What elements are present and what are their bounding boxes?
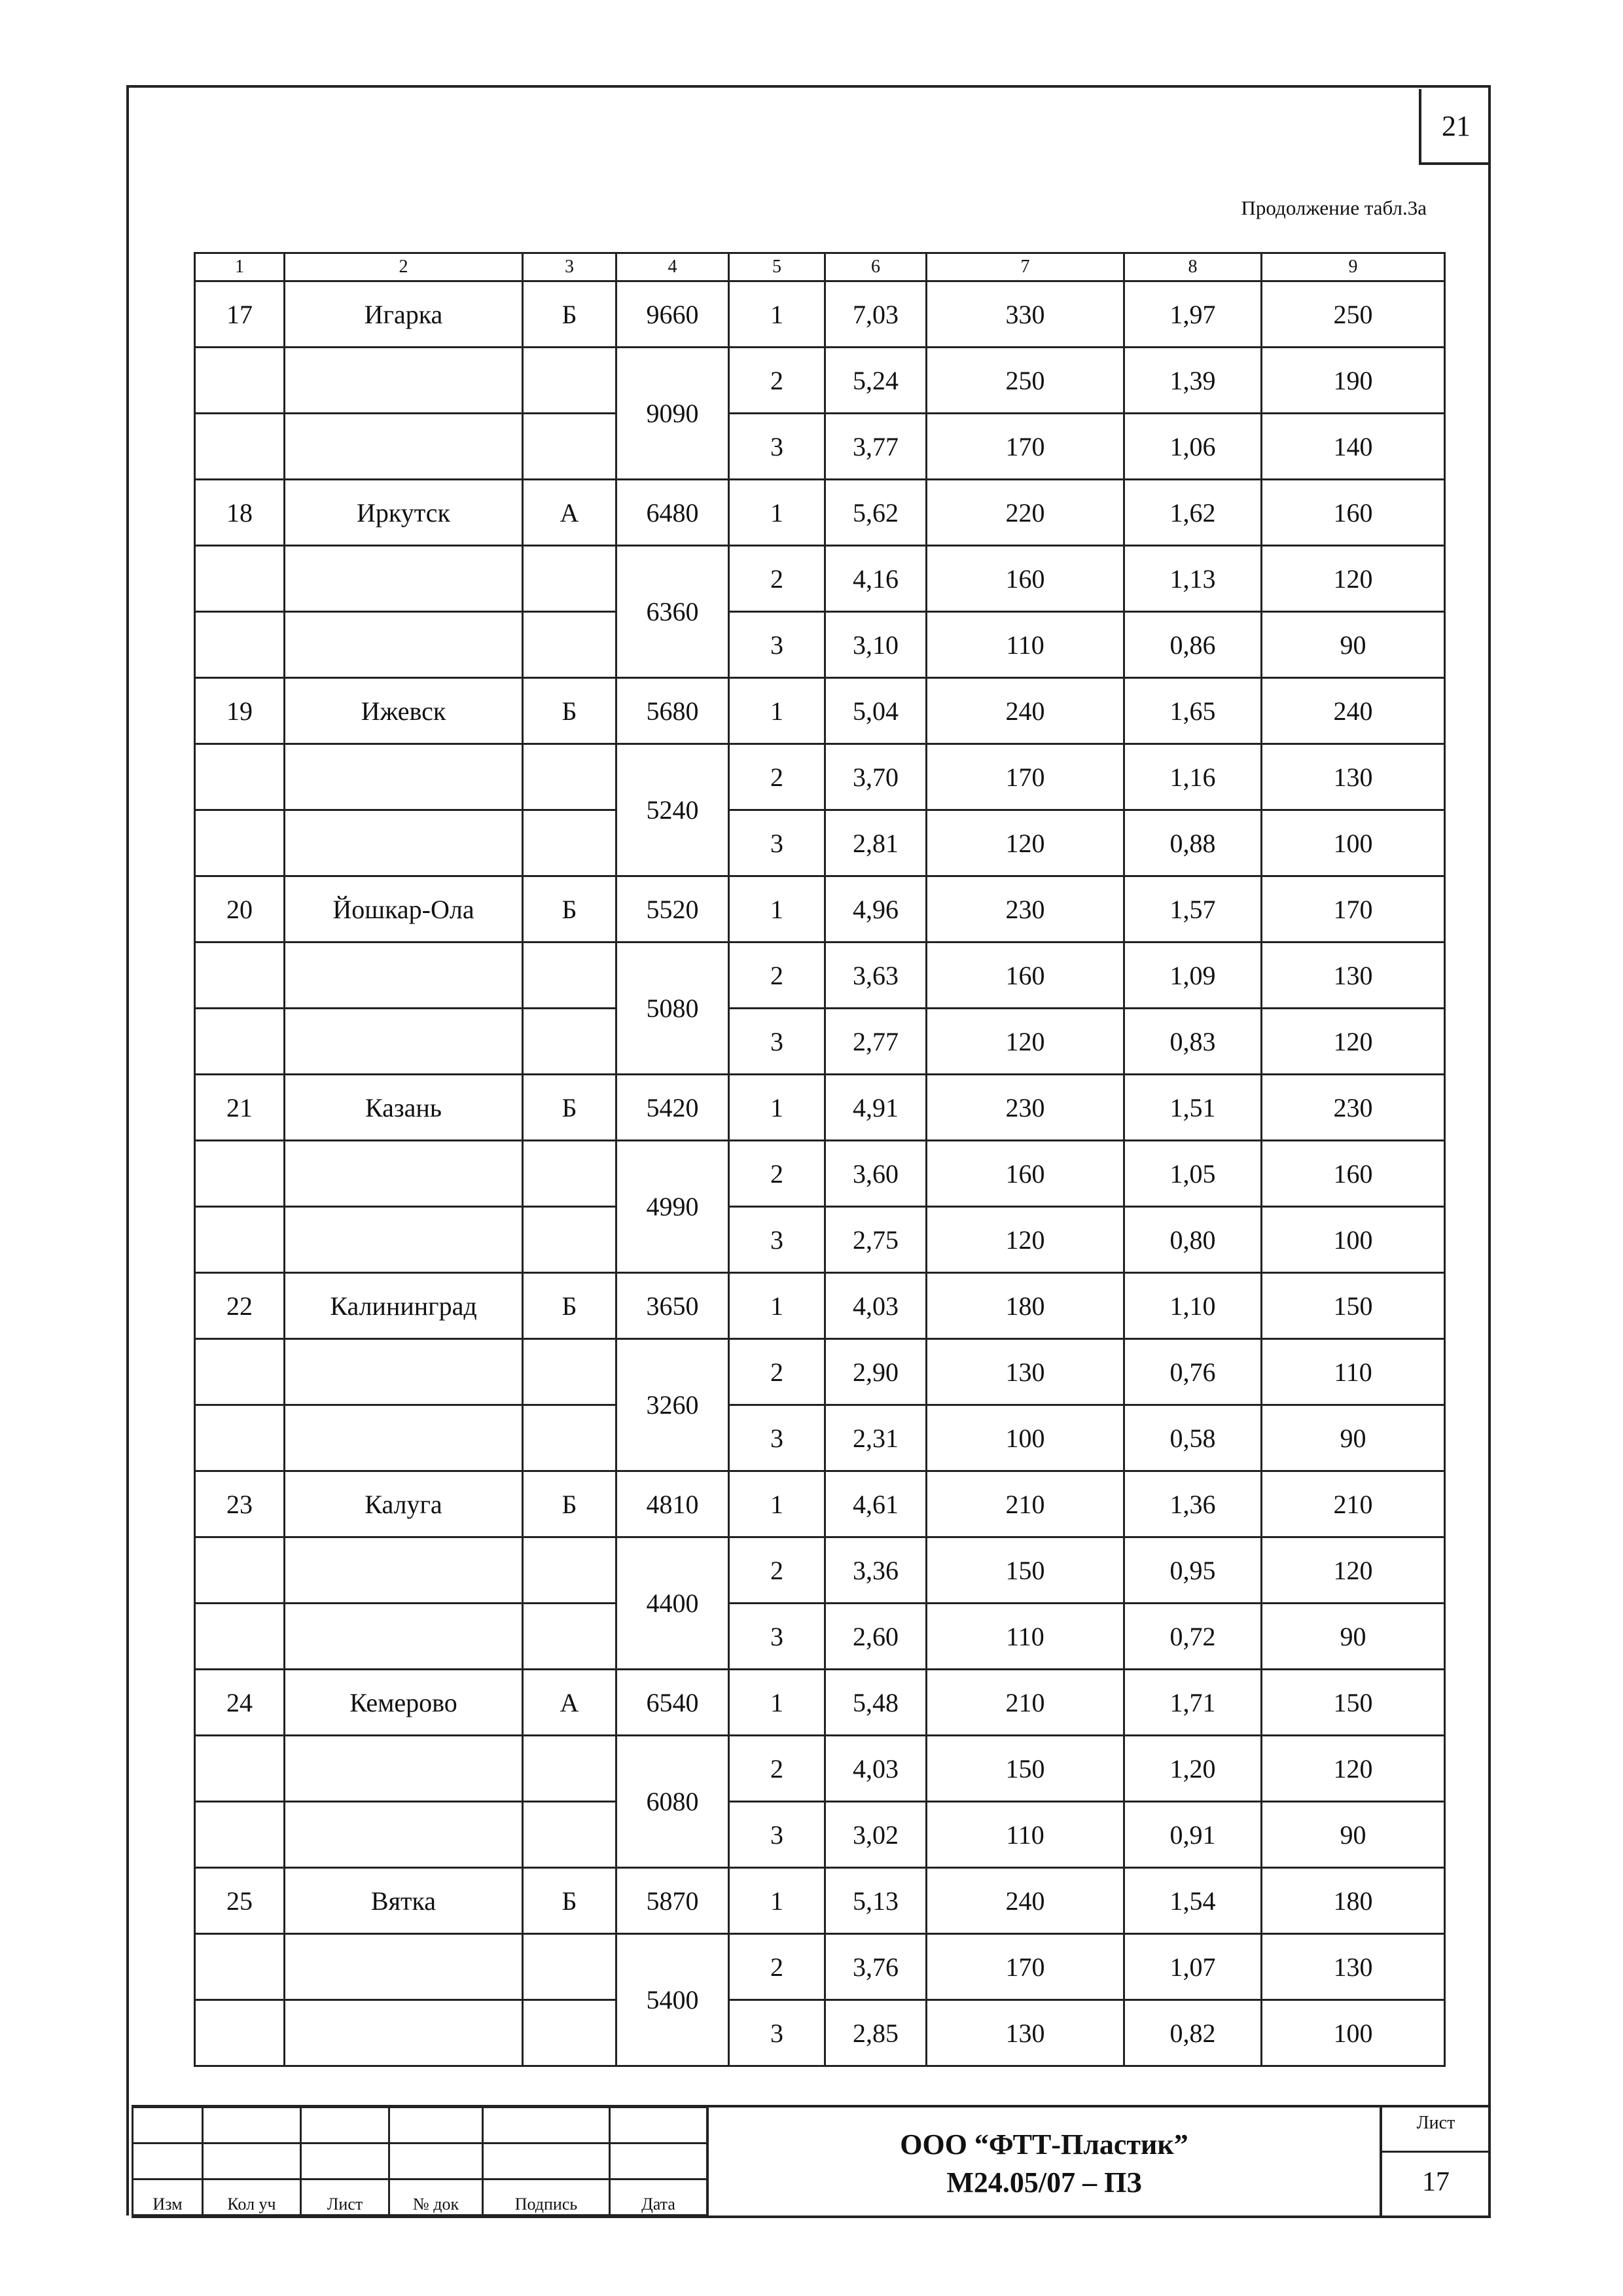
- cell-col9: 100: [1262, 2000, 1445, 2066]
- table-row: [195, 1075, 1445, 1141]
- cell-col6: 2,77: [825, 1009, 927, 1075]
- cell-col7: 210: [927, 1670, 1124, 1736]
- cell-col4: 5870: [616, 1868, 729, 1934]
- cell-col4: 4810: [616, 1471, 729, 1537]
- cell-city-empty: [285, 546, 523, 612]
- cell-col8: 1,16: [1124, 744, 1262, 810]
- cell-col4: 4990: [616, 1141, 729, 1273]
- cell-col7: 160: [927, 546, 1124, 612]
- cell-zone-empty: [523, 1405, 616, 1471]
- stamp-col-date: Дата: [610, 2179, 707, 2215]
- cell-col7: 120: [927, 1009, 1124, 1075]
- cell-zone-empty: [523, 1537, 616, 1604]
- cell-zone-empty: [523, 348, 616, 414]
- cell-col9: 180: [1262, 1868, 1445, 1934]
- table-row: [195, 942, 1445, 1009]
- cell-col5: 3: [729, 1802, 825, 1868]
- cell-col8: 1,57: [1124, 876, 1262, 942]
- header-cell: 7: [927, 253, 1124, 281]
- cell-col7: 250: [927, 348, 1124, 414]
- cell-col4: 9660: [616, 281, 729, 348]
- cell-col4: 6080: [616, 1736, 729, 1868]
- cell-number-empty: [195, 744, 285, 810]
- cell-col8: 1,51: [1124, 1075, 1262, 1141]
- cell-col8: 1,36: [1124, 1471, 1262, 1537]
- cell-col8: 1,07: [1124, 1934, 1262, 2000]
- cell-col4: 3260: [616, 1339, 729, 1471]
- cell-city-empty: [285, 1207, 523, 1273]
- cell-zone: Б: [523, 1075, 616, 1141]
- table-row: [195, 281, 1445, 348]
- cell-col7: 240: [927, 1868, 1124, 1934]
- cell-col9: 230: [1262, 1075, 1445, 1141]
- cell-city-empty: [285, 1537, 523, 1604]
- cell-col8: 1,06: [1124, 414, 1262, 480]
- cell-number-empty: [195, 810, 285, 876]
- cell-col5: 3: [729, 414, 825, 480]
- cell-number-empty: [195, 1934, 285, 2000]
- cell-number-empty: [195, 612, 285, 678]
- cell-col6: 3,63: [825, 942, 927, 1009]
- table-row: [195, 1670, 1445, 1736]
- cell-zone: А: [523, 1670, 616, 1736]
- table-row: [195, 810, 1445, 876]
- cell-col7: 170: [927, 414, 1124, 480]
- cell-col8: 1,09: [1124, 942, 1262, 1009]
- header-cell: 1: [195, 253, 285, 281]
- cell-zone: Б: [523, 876, 616, 942]
- cell-city-empty: [285, 1009, 523, 1075]
- cell-col8: 1,10: [1124, 1273, 1262, 1339]
- cell-number-empty: [195, 1537, 285, 1604]
- cell-zone-empty: [523, 942, 616, 1009]
- cell-col7: 130: [927, 1339, 1124, 1405]
- header-cell: 6: [825, 253, 927, 281]
- cell-col6: 2,81: [825, 810, 927, 876]
- cell-col5: 1: [729, 1670, 825, 1736]
- cell-col7: 210: [927, 1471, 1124, 1537]
- cell-col5: 1: [729, 1075, 825, 1141]
- cell-city: Калининград: [285, 1273, 523, 1339]
- cell-col8: 0,86: [1124, 612, 1262, 678]
- cell-col8: 1,13: [1124, 546, 1262, 612]
- cell-col9: 90: [1262, 612, 1445, 678]
- cell-col8: 0,82: [1124, 2000, 1262, 2066]
- cell-col9: 160: [1262, 1141, 1445, 1207]
- cell-col7: 110: [927, 612, 1124, 678]
- cell-col9: 100: [1262, 810, 1445, 876]
- cell-city-empty: [285, 1604, 523, 1670]
- table-row: [195, 1537, 1445, 1604]
- cell-city: Иркутск: [285, 480, 523, 546]
- cell-col7: 160: [927, 1141, 1124, 1207]
- cell-col5: 1: [729, 281, 825, 348]
- table-row: [195, 678, 1445, 744]
- cell-number: 23: [195, 1471, 285, 1537]
- cell-col6: 2,60: [825, 1604, 927, 1670]
- cell-number: 17: [195, 281, 285, 348]
- table-row: [195, 1207, 1445, 1273]
- cell-number: 20: [195, 876, 285, 942]
- header-cell: 9: [1262, 253, 1445, 281]
- table-row: [195, 1802, 1445, 1868]
- cell-zone-empty: [523, 414, 616, 480]
- table-row: [195, 546, 1445, 612]
- cell-city: Йошкар-Ола: [285, 876, 523, 942]
- cell-col8: 1,20: [1124, 1736, 1262, 1802]
- cell-city: Игарка: [285, 281, 523, 348]
- cell-number: 24: [195, 1670, 285, 1736]
- cell-col6: 4,61: [825, 1471, 927, 1537]
- cell-col6: 3,77: [825, 414, 927, 480]
- cell-col8: 0,80: [1124, 1207, 1262, 1273]
- cell-col5: 3: [729, 1405, 825, 1471]
- cell-col6: 5,04: [825, 678, 927, 744]
- cell-col9: 170: [1262, 876, 1445, 942]
- table-row: [195, 1868, 1445, 1934]
- cell-col6: 4,03: [825, 1273, 927, 1339]
- document-code: М24.05/07 – ПЗ: [946, 2166, 1142, 2198]
- table-row: [195, 2000, 1445, 2066]
- table-row: [195, 1405, 1445, 1471]
- stamp-col-doc: № док: [389, 2179, 483, 2215]
- cell-col4: 5240: [616, 744, 729, 876]
- table-row: [195, 1736, 1445, 1802]
- cell-city-empty: [285, 1141, 523, 1207]
- cell-col9: 110: [1262, 1339, 1445, 1405]
- cell-zone-empty: [523, 1604, 616, 1670]
- cell-col8: 1,54: [1124, 1868, 1262, 1934]
- company-block: [709, 2126, 1380, 2202]
- cell-city: Вятка: [285, 1868, 523, 1934]
- cell-zone-empty: [523, 744, 616, 810]
- stamp-col-kol-uch: Кол уч: [203, 2179, 301, 2215]
- cell-col7: 160: [927, 942, 1124, 1009]
- cell-city-empty: [285, 1802, 523, 1868]
- cell-col5: 2: [729, 1934, 825, 2000]
- cell-col7: 120: [927, 810, 1124, 876]
- table-row: [195, 348, 1445, 414]
- page-number: 21: [1419, 89, 1491, 165]
- cell-col8: 0,88: [1124, 810, 1262, 876]
- cell-col9: 160: [1262, 480, 1445, 546]
- cell-city-empty: [285, 744, 523, 810]
- cell-col6: 3,60: [825, 1141, 927, 1207]
- cell-number-empty: [195, 1207, 285, 1273]
- cell-zone-empty: [523, 810, 616, 876]
- cell-col8: 1,71: [1124, 1670, 1262, 1736]
- cell-col5: 1: [729, 1273, 825, 1339]
- cell-col5: 1: [729, 678, 825, 744]
- cell-col8: 0,91: [1124, 1802, 1262, 1868]
- cell-col7: 130: [927, 2000, 1124, 2066]
- cell-zone-empty: [523, 1141, 616, 1207]
- cell-number-empty: [195, 1339, 285, 1405]
- cell-col6: 4,16: [825, 546, 927, 612]
- cell-col9: 240: [1262, 678, 1445, 744]
- cell-number-empty: [195, 2000, 285, 2066]
- cell-number: 21: [195, 1075, 285, 1141]
- cell-col5: 3: [729, 1207, 825, 1273]
- table-row: [195, 1141, 1445, 1207]
- cell-zone: Б: [523, 1273, 616, 1339]
- cell-col4: 5400: [616, 1934, 729, 2066]
- sheet-label: Лист: [1416, 2113, 1455, 2133]
- cell-col4: 4400: [616, 1537, 729, 1670]
- cell-zone-empty: [523, 546, 616, 612]
- header-cell: 2: [285, 253, 523, 281]
- cell-city-empty: [285, 2000, 523, 2066]
- cell-col8: 1,65: [1124, 678, 1262, 744]
- header-cell: 5: [729, 253, 825, 281]
- cell-col5: 2: [729, 546, 825, 612]
- cell-number-empty: [195, 1802, 285, 1868]
- cell-zone-empty: [523, 1009, 616, 1075]
- cell-col9: 190: [1262, 348, 1445, 414]
- table-header-row: [195, 253, 1445, 281]
- cell-zone: Б: [523, 678, 616, 744]
- company-name: ООО “ФТТ-Пластик”: [900, 2128, 1188, 2161]
- cell-col7: 170: [927, 1934, 1124, 2000]
- cell-col7: 150: [927, 1537, 1124, 1604]
- cell-col5: 2: [729, 1537, 825, 1604]
- cell-col4: 9090: [616, 348, 729, 480]
- cell-col8: 1,05: [1124, 1141, 1262, 1207]
- table-row: [195, 876, 1445, 942]
- cell-col9: 130: [1262, 942, 1445, 1009]
- cell-zone-empty: [523, 1207, 616, 1273]
- cell-city-empty: [285, 348, 523, 414]
- cell-col6: 2,31: [825, 1405, 927, 1471]
- cell-zone: Б: [523, 281, 616, 348]
- cell-col4: 6360: [616, 546, 729, 678]
- cell-number: 25: [195, 1868, 285, 1934]
- cell-zone-empty: [523, 1802, 616, 1868]
- cell-col7: 110: [927, 1604, 1124, 1670]
- cell-number: 19: [195, 678, 285, 744]
- cell-col8: 1,62: [1124, 480, 1262, 546]
- cell-col7: 100: [927, 1405, 1124, 1471]
- cell-col7: 220: [927, 480, 1124, 546]
- cell-col6: 3,02: [825, 1802, 927, 1868]
- cell-col6: 3,36: [825, 1537, 927, 1604]
- cell-col6: 4,03: [825, 1736, 927, 1802]
- cell-col6: 3,76: [825, 1934, 927, 2000]
- cell-col6: 5,24: [825, 348, 927, 414]
- cell-col5: 3: [729, 1009, 825, 1075]
- cell-number-empty: [195, 1405, 285, 1471]
- cell-city-empty: [285, 1934, 523, 2000]
- stamp-col-signature: Подпись: [483, 2179, 610, 2215]
- table-row: [195, 1273, 1445, 1339]
- header-cell: 8: [1124, 253, 1262, 281]
- cell-col7: 120: [927, 1207, 1124, 1273]
- continuation-label: Продолжение табл.3а: [1241, 196, 1427, 219]
- cell-zone: А: [523, 480, 616, 546]
- cell-col8: 0,76: [1124, 1339, 1262, 1405]
- cell-col5: 2: [729, 1339, 825, 1405]
- cell-col5: 3: [729, 2000, 825, 2066]
- cell-col7: 170: [927, 744, 1124, 810]
- cell-col7: 150: [927, 1736, 1124, 1802]
- cell-city-empty: [285, 1736, 523, 1802]
- cell-number-empty: [195, 1604, 285, 1670]
- cell-col9: 140: [1262, 414, 1445, 480]
- cell-col5: 2: [729, 348, 825, 414]
- cell-col4: 3650: [616, 1273, 729, 1339]
- cell-col5: 2: [729, 1736, 825, 1802]
- cell-col5: 1: [729, 1471, 825, 1537]
- cell-col7: 110: [927, 1802, 1124, 1868]
- table-row: [195, 744, 1445, 810]
- cell-col5: 2: [729, 942, 825, 1009]
- cell-col6: 5,13: [825, 1868, 927, 1934]
- cell-col6: 5,62: [825, 480, 927, 546]
- cell-col5: 3: [729, 1604, 825, 1670]
- cell-col7: 230: [927, 1075, 1124, 1141]
- cell-col8: 1,97: [1124, 281, 1262, 348]
- cell-city: Казань: [285, 1075, 523, 1141]
- cell-col9: 100: [1262, 1207, 1445, 1273]
- table-row: [195, 1934, 1445, 2000]
- cell-col9: 150: [1262, 1273, 1445, 1339]
- cell-col6: 4,91: [825, 1075, 927, 1141]
- cell-col5: 1: [729, 480, 825, 546]
- header-cell: 4: [616, 253, 729, 281]
- cell-col9: 130: [1262, 1934, 1445, 2000]
- cell-col8: 0,83: [1124, 1009, 1262, 1075]
- stamp-separator: [1380, 2151, 1491, 2153]
- table-row: [195, 1604, 1445, 1670]
- cell-col7: 230: [927, 876, 1124, 942]
- cell-col6: 3,70: [825, 744, 927, 810]
- cell-number-empty: [195, 546, 285, 612]
- cell-col6: 5,48: [825, 1670, 927, 1736]
- cell-city: Кемерово: [285, 1670, 523, 1736]
- cell-col8: 0,95: [1124, 1537, 1262, 1604]
- cell-col9: 120: [1262, 1736, 1445, 1802]
- stamp-col-list: Лист: [301, 2179, 389, 2215]
- cell-col7: 240: [927, 678, 1124, 744]
- cell-number: 22: [195, 1273, 285, 1339]
- cell-col8: 0,58: [1124, 1405, 1262, 1471]
- cell-city-empty: [285, 1405, 523, 1471]
- cell-col5: 1: [729, 876, 825, 942]
- cell-col5: 3: [729, 612, 825, 678]
- cell-col9: 250: [1262, 281, 1445, 348]
- cell-col4: 6480: [616, 480, 729, 546]
- cell-zone: Б: [523, 1868, 616, 1934]
- stamp-col-izm: Изм: [133, 2179, 203, 2215]
- cell-col9: 130: [1262, 744, 1445, 810]
- cell-col7: 330: [927, 281, 1124, 348]
- cell-city-empty: [285, 1339, 523, 1405]
- cell-city-empty: [285, 810, 523, 876]
- cell-number-empty: [195, 414, 285, 480]
- cell-col5: 1: [729, 1868, 825, 1934]
- cell-col4: 5520: [616, 876, 729, 942]
- cell-col7: 180: [927, 1273, 1124, 1339]
- cell-col4: 5420: [616, 1075, 729, 1141]
- table-row: [195, 1009, 1445, 1075]
- cell-col5: 2: [729, 1141, 825, 1207]
- cell-col4: 6540: [616, 1670, 729, 1736]
- cell-col5: 2: [729, 744, 825, 810]
- cell-city-empty: [285, 414, 523, 480]
- cell-col9: 90: [1262, 1802, 1445, 1868]
- cell-city: Ижевск: [285, 678, 523, 744]
- cell-col4: 5080: [616, 942, 729, 1075]
- cell-col9: 210: [1262, 1471, 1445, 1537]
- cell-col9: 90: [1262, 1604, 1445, 1670]
- cell-col9: 120: [1262, 1009, 1445, 1075]
- table-row: [195, 414, 1445, 480]
- cell-col6: 4,96: [825, 876, 927, 942]
- sheet-number: 17: [1422, 2167, 1450, 2197]
- cell-zone-empty: [523, 1934, 616, 2000]
- data-table: [194, 252, 1446, 2067]
- cell-col6: 2,90: [825, 1339, 927, 1405]
- cell-number-empty: [195, 1141, 285, 1207]
- cell-zone-empty: [523, 1736, 616, 1802]
- cell-number-empty: [195, 942, 285, 1009]
- cell-col8: 1,39: [1124, 348, 1262, 414]
- cell-number-empty: [195, 1009, 285, 1075]
- cell-col9: 90: [1262, 1405, 1445, 1471]
- cell-col9: 150: [1262, 1670, 1445, 1736]
- header-cell: 3: [523, 253, 616, 281]
- table-row: [195, 1471, 1445, 1537]
- cell-col6: 7,03: [825, 281, 927, 348]
- cell-number-empty: [195, 348, 285, 414]
- title-block-signatures: [132, 2106, 708, 2216]
- cell-zone-empty: [523, 1339, 616, 1405]
- cell-number-empty: [195, 1736, 285, 1802]
- cell-col4: 5680: [616, 678, 729, 744]
- cell-col6: 2,75: [825, 1207, 927, 1273]
- cell-zone: Б: [523, 1471, 616, 1537]
- cell-zone-empty: [523, 2000, 616, 2066]
- cell-col6: 3,10: [825, 612, 927, 678]
- cell-col9: 120: [1262, 1537, 1445, 1604]
- cell-number: 18: [195, 480, 285, 546]
- cell-city-empty: [285, 612, 523, 678]
- table-row: [195, 1339, 1445, 1405]
- cell-zone-empty: [523, 612, 616, 678]
- cell-city: Калуга: [285, 1471, 523, 1537]
- table-row: [195, 612, 1445, 678]
- cell-col6: 2,85: [825, 2000, 927, 2066]
- table-row: [195, 480, 1445, 546]
- cell-col9: 120: [1262, 546, 1445, 612]
- cell-city-empty: [285, 942, 523, 1009]
- cell-col8: 0,72: [1124, 1604, 1262, 1670]
- cell-col5: 3: [729, 810, 825, 876]
